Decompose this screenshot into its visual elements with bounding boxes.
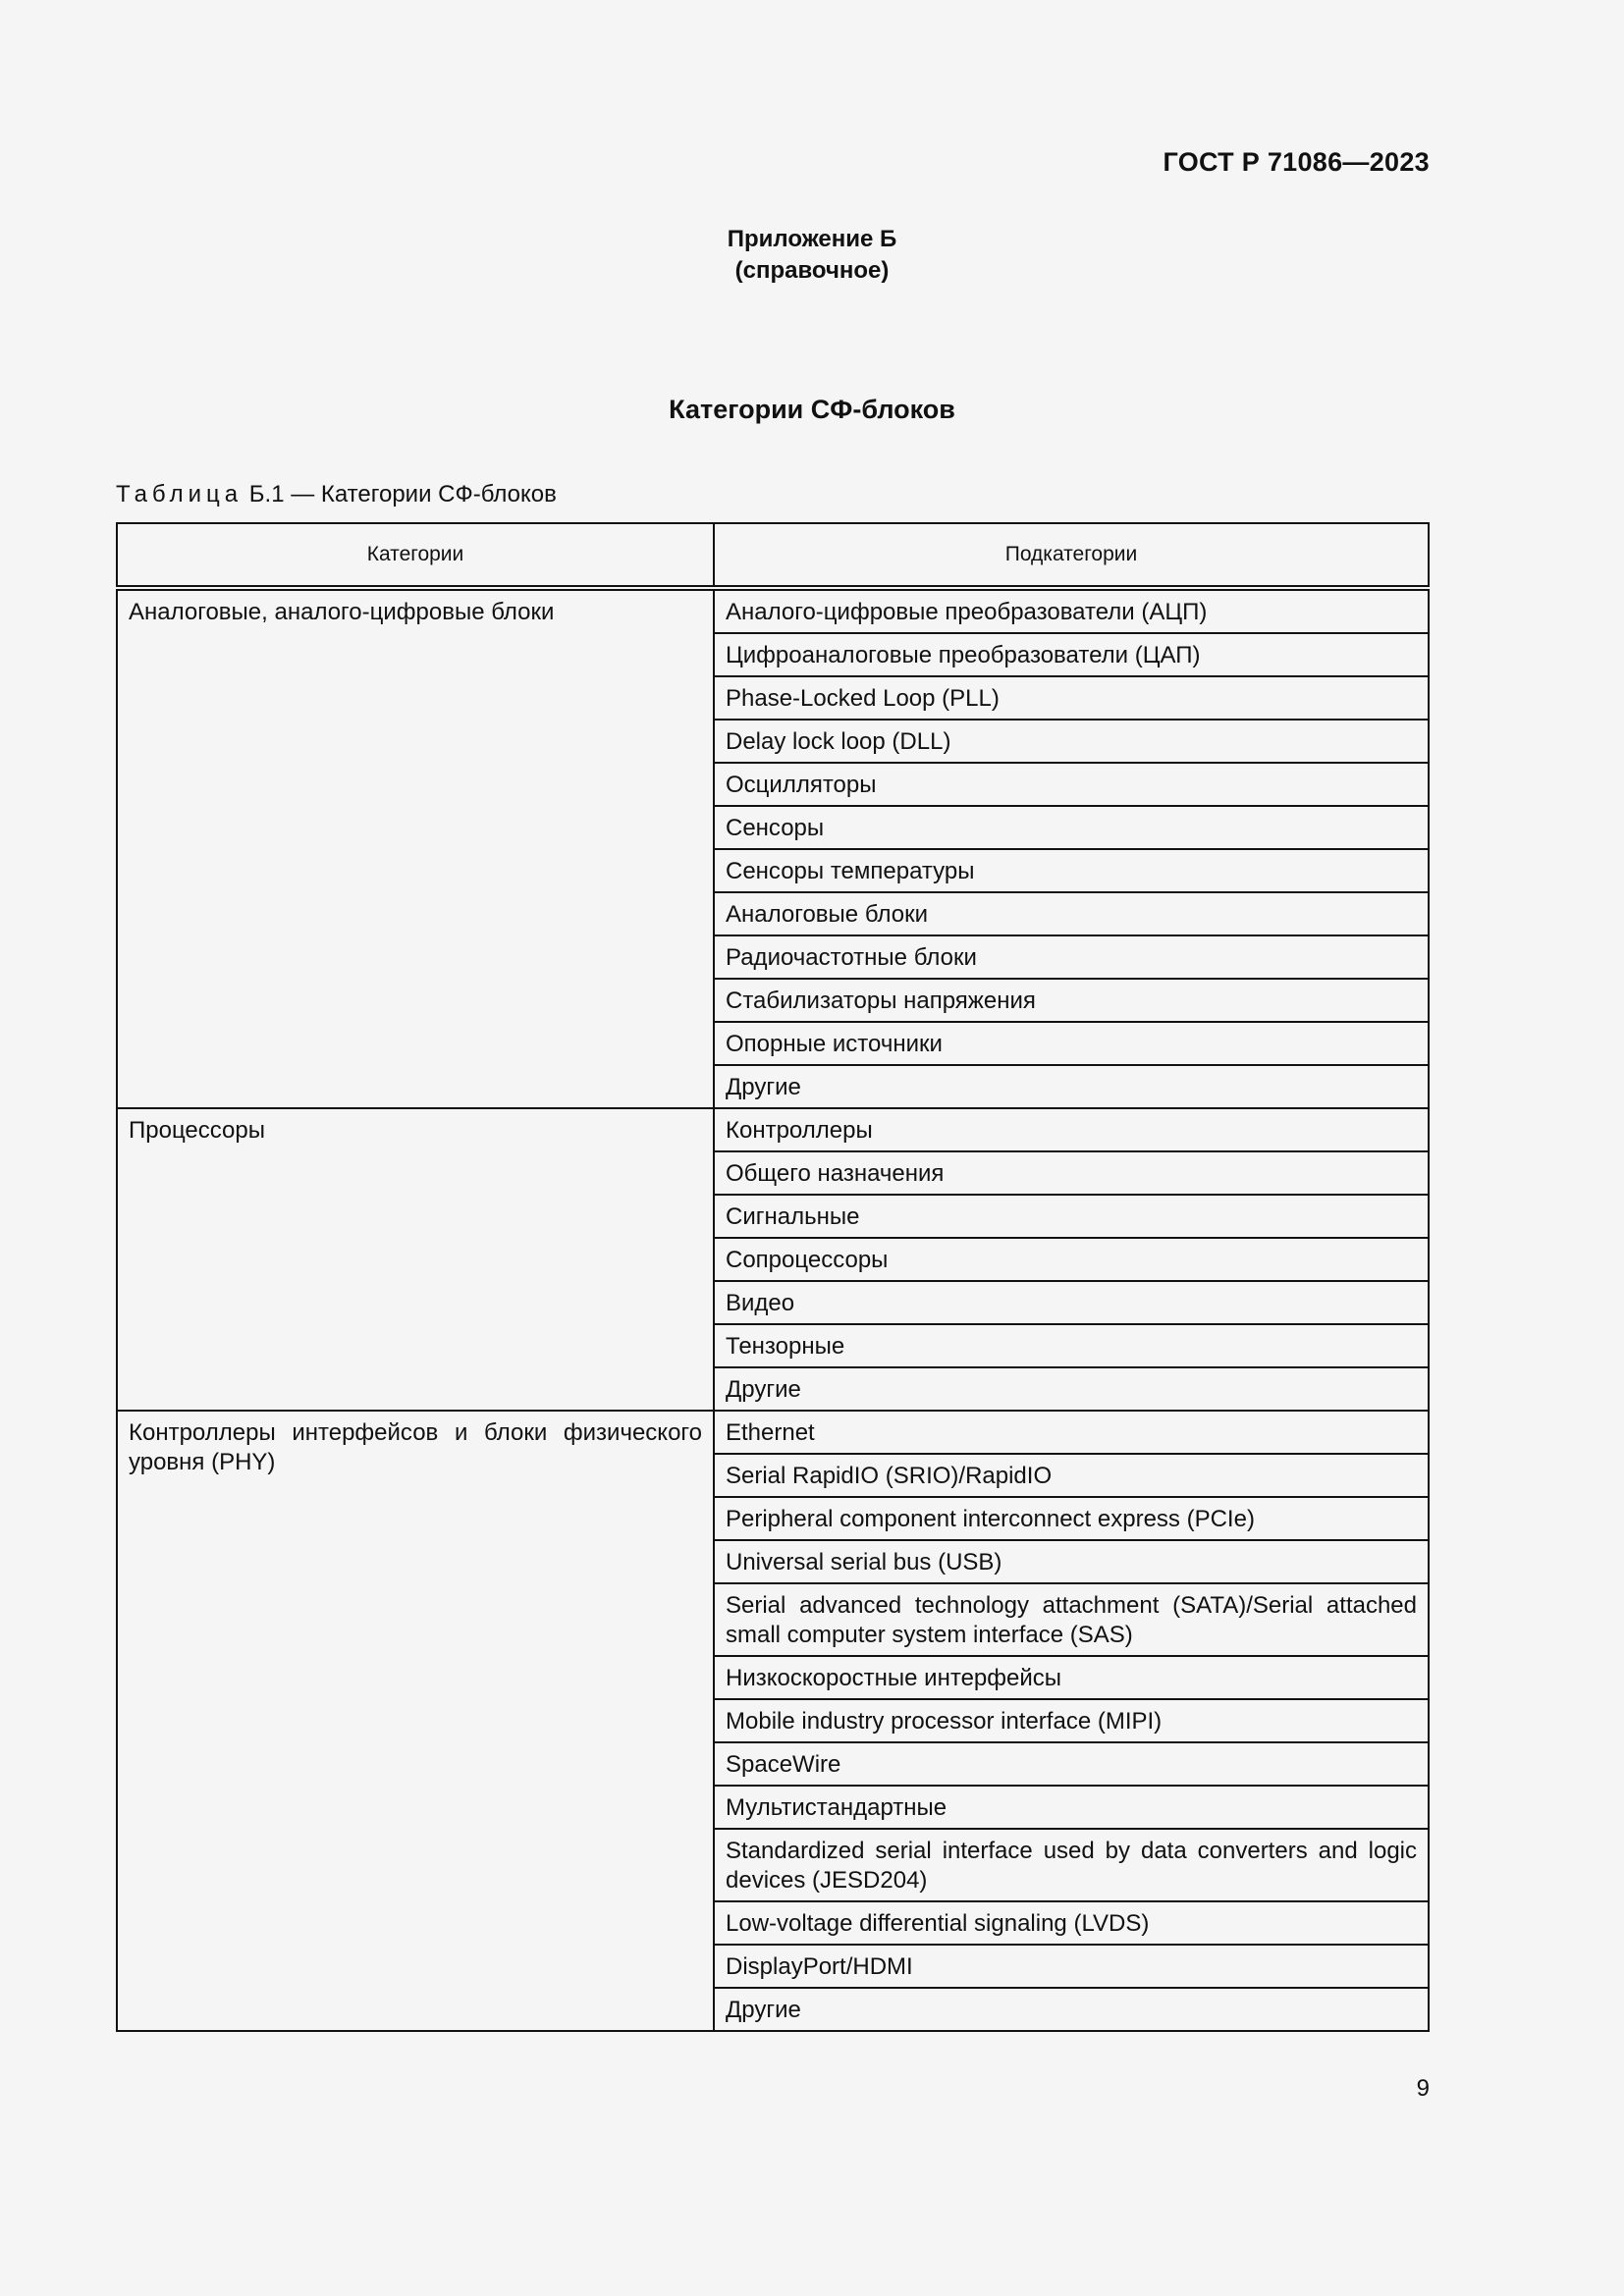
section-title: Категории СФ-блоков [669,395,955,424]
appendix-title: Приложение Б [727,226,897,252]
subcategory-cell: Осцилляторы [714,763,1429,806]
subcategory-cell: Аналого-цифровые преобразователи (АЦП) [714,588,1429,633]
document-code: ГОСТ Р 71086—2023 [1163,147,1430,177]
subcategory-cell: Опорные источники [714,1022,1429,1065]
subcategory-cell: Low-voltage differential signaling (LVDS) [714,1901,1429,1945]
table-header-row [117,523,1429,588]
table-row [117,1411,1429,1454]
table-caption [116,481,557,508]
subcategory-cell: Мультистандартные [714,1786,1429,1829]
subcategory-cell: Контроллеры [714,1108,1429,1151]
category-cell: Аналоговые, аналого-цифровые блоки [117,588,714,1108]
table-caption-word: Таблица [116,481,244,507]
header-subcategories: Подкатегории [714,523,1429,588]
subcategory-cell: Universal serial bus (USB) [714,1540,1429,1583]
subcategory-cell: Аналоговые блоки [714,892,1429,935]
page-number: 9 [1416,2075,1430,2102]
subcategory-cell: SpaceWire [714,1742,1429,1786]
categories-table [116,522,1430,2032]
header-categories: Категории [117,523,714,588]
subcategory-cell: Радиочастотные блоки [714,935,1429,979]
subcategory-cell: Другие [714,1065,1429,1108]
subcategory-cell: Serial advanced technology attachment (SATA)/Serial attached small computer system interface (SAS) [714,1583,1429,1656]
subcategory-cell: Сенсоры [714,806,1429,849]
table-row [117,588,1429,633]
subcategory-cell: Сенсоры температуры [714,849,1429,892]
subcategory-cell: Общего назначения [714,1151,1429,1195]
table-caption-text: Б.1 — Категории СФ-блоков [248,481,557,507]
subcategory-cell: Другие [714,1367,1429,1411]
table-body [117,588,1429,2031]
subcategory-cell: Delay lock loop (DLL) [714,720,1429,763]
appendix-subtitle: (справочное) [734,257,890,284]
appendix-heading [0,224,1624,287]
subcategory-cell: Ethernet [714,1411,1429,1454]
category-cell: Контроллеры интерфейсов и блоки физического уровня (PHY) [117,1411,714,2031]
subcategory-cell: Standardized serial interface used by data converters and logic devices (JESD204) [714,1829,1429,1901]
subcategory-cell: Phase-Locked Loop (PLL) [714,676,1429,720]
subcategory-cell: Низкоскоростные интерфейсы [714,1656,1429,1699]
subcategory-cell: Serial RapidIO (SRIO)/RapidIO [714,1454,1429,1497]
subcategory-cell: Peripheral component interconnect express (PCIe) [714,1497,1429,1540]
category-cell: Процессоры [117,1108,714,1411]
subcategory-cell: Другие [714,1988,1429,2031]
subcategory-cell: Сигнальные [714,1195,1429,1238]
subcategory-cell: Цифроаналоговые преобразователи (ЦАП) [714,633,1429,676]
subcategory-cell: Тензорные [714,1324,1429,1367]
subcategory-cell: Стабилизаторы напряжения [714,979,1429,1022]
table-row [117,1108,1429,1151]
subcategory-cell: DisplayPort/HDMI [714,1945,1429,1988]
subcategory-cell: Видео [714,1281,1429,1324]
subcategory-cell: Сопроцессоры [714,1238,1429,1281]
subcategory-cell: Mobile industry processor interface (MIPI) [714,1699,1429,1742]
